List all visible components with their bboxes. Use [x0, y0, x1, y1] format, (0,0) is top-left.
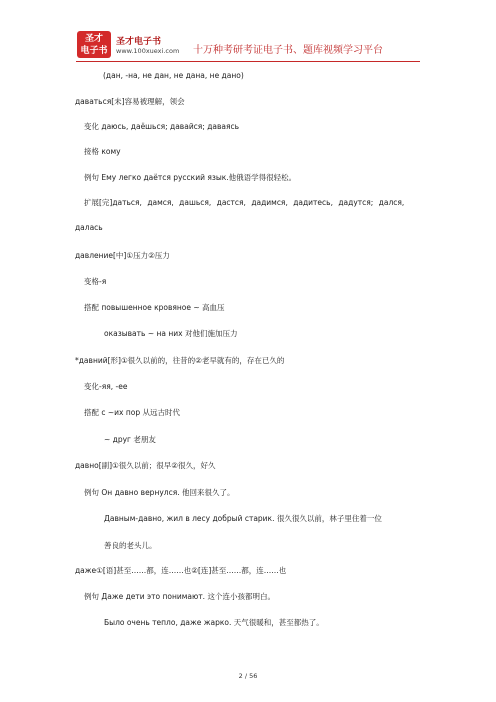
text-line: ~ друг 老朋友 [104, 435, 156, 444]
text-line: 善良的老头儿。 [104, 541, 157, 550]
text-line: Было очень тепло, даже жарко. 天气很暖和，甚至都热了。 [104, 618, 324, 627]
header-divider [76, 61, 420, 62]
page-header [0, 0, 496, 62]
text-line: далась [75, 223, 103, 232]
text-line: 例句 Ему легко даётся русский язык.他俄语学得很轻松。 [84, 173, 297, 182]
text-line: 例句 Он давно вернулся. 他回来很久了。 [84, 488, 235, 497]
text-line: 搭配 повышенное кровяное ~ 高血压 [84, 303, 225, 312]
logo-text-bottom: 电子书 [80, 46, 108, 56]
entry-headword: давно[副]①很久以前；很早②很久，好久 [75, 461, 216, 470]
text-line: 变化 даюсь, даёшься; давайся; даваясь [84, 122, 240, 131]
entry-headword: давление[中]①压力②压力 [75, 251, 170, 260]
text-line: 搭配 с ~их пор 从远古时代 [84, 408, 181, 417]
text-line: 接格 кому [84, 147, 121, 156]
entry-headword: даже①[语]甚至……都，连……也②[连]甚至……都，连……也 [75, 566, 287, 575]
logo-text-top: 圣才 [84, 34, 103, 44]
text-line: 例句 Даже дети это понимают. 这个连小孩都明白。 [84, 592, 275, 601]
header-slogan: 十万种考研考证电子书、题库视频学习平台 [193, 45, 383, 56]
brand-url: www.100xuexi.com [116, 47, 180, 55]
brand-logo [77, 31, 111, 58]
text-line: 扩展[完]даться, дамся, дашься, дастся, дадимся, дадитесь, дадутся; дался, [84, 198, 405, 207]
brand-name: 圣才电子书 [116, 37, 162, 47]
text-line: 变格-я [84, 277, 107, 286]
page-number: 2 / 56 [238, 672, 258, 680]
text-line: (дан, -на, не дан, не дана, не дано) [103, 71, 244, 80]
entry-headword: *давний[形]①很久以前的，往昔的②老早就有的，存在已久的 [75, 356, 285, 365]
text-line: 变化-яя, -ее [84, 382, 128, 391]
entry-headword: даваться[未]容易被理解，领会 [75, 97, 185, 106]
text-line: оказывать ~ на них 对他们施加压力 [104, 329, 238, 338]
text-line: Давным-давно, жил в лесу добрый старик. 很久很久以前，林子里住着一位 [104, 514, 382, 523]
